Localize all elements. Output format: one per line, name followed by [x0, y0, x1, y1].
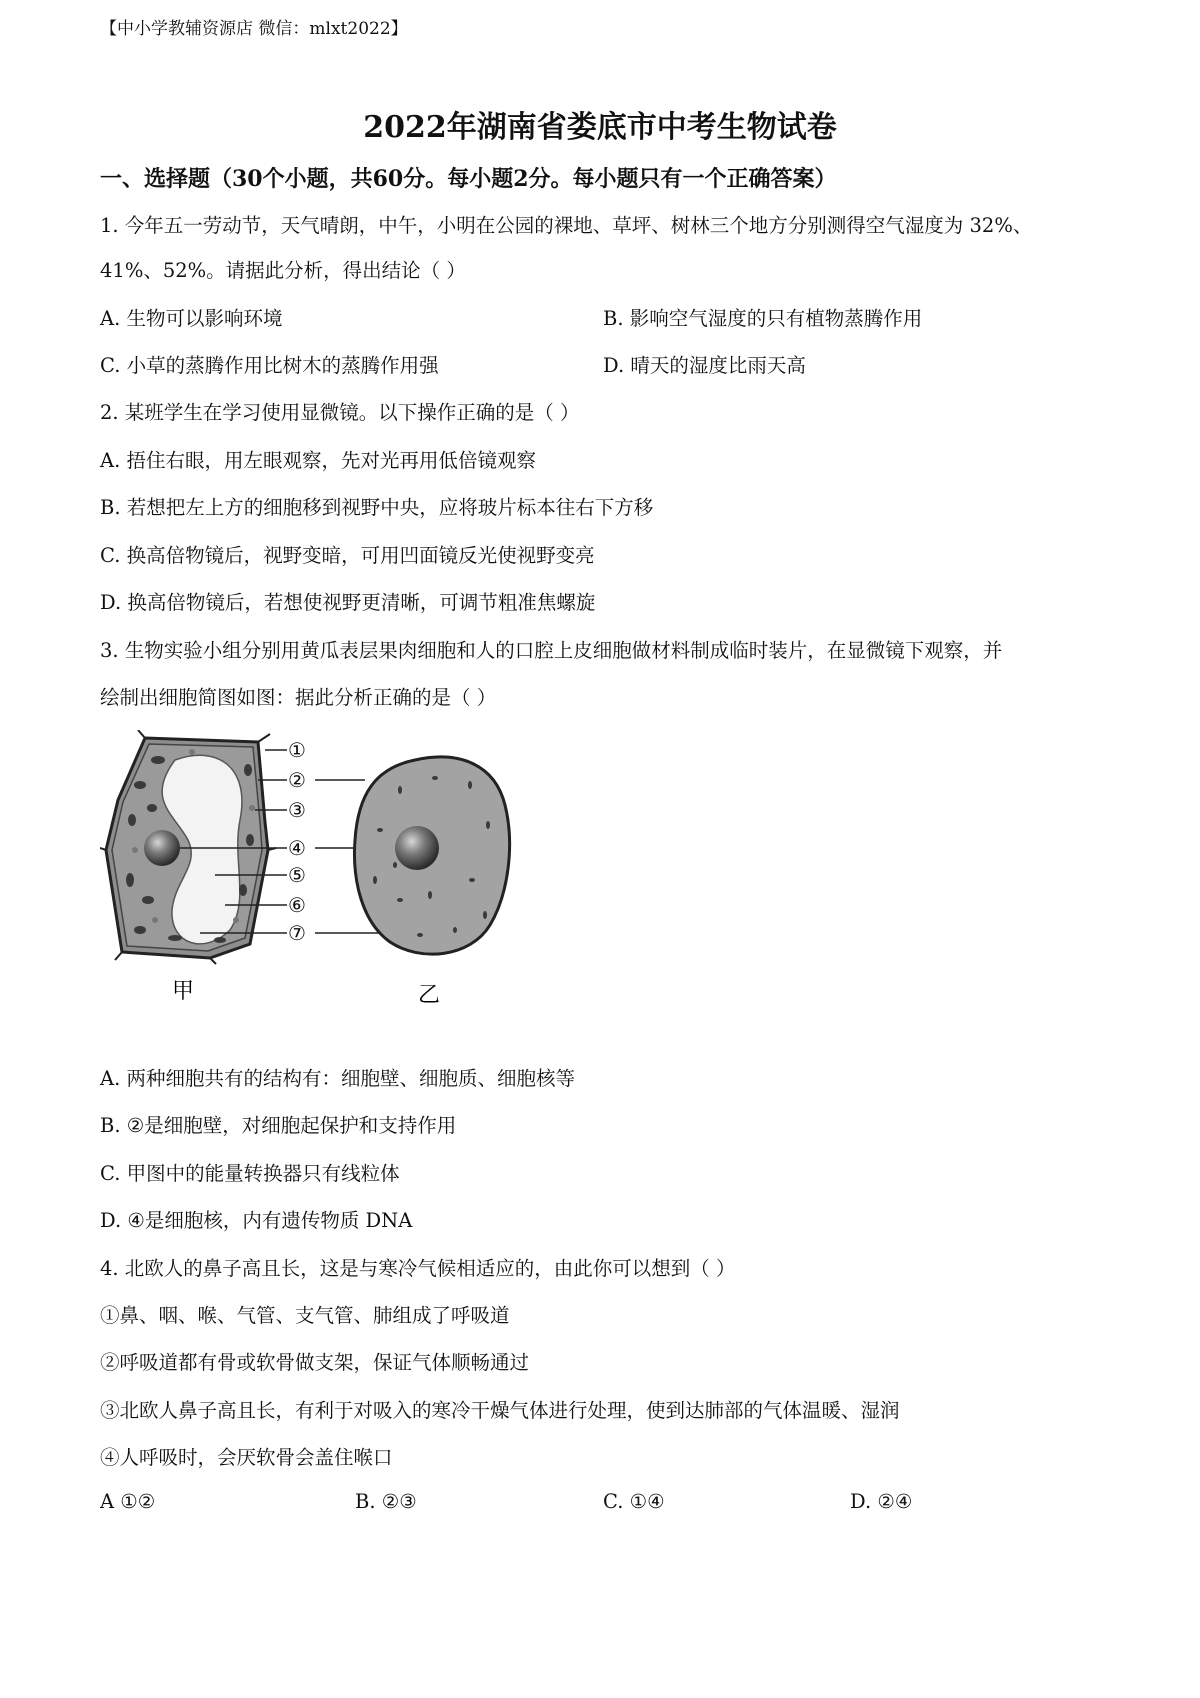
- question-4-stem: 4. 北欧人的鼻子高且长，这是与寒冷气候相适应的，由此你可以想到（ ）: [100, 1257, 736, 1280]
- question-2-option-d: D. 换高倍物镜后，若想使视野更清晰，可调节粗准焦螺旋: [100, 591, 596, 614]
- watermark-header: 【中小学教辅资源店 微信：mlxt2022】: [100, 19, 408, 39]
- question-2-option-c: C. 换高倍物镜后，视野变暗，可用凹面镜反光使视野变亮: [100, 544, 595, 567]
- question-1-option-a: A. 生物可以影响环境: [100, 307, 283, 330]
- question-3-option-c: C. 甲图中的能量转换器只有线粒体: [100, 1162, 400, 1185]
- question-4-statement-1: ①鼻、咽、喉、气管、支气管、肺组成了呼吸道: [100, 1304, 510, 1327]
- question-4-option-a: A ①②: [100, 1490, 156, 1513]
- marker-2: ②: [288, 768, 306, 792]
- cell-wall-corner: [210, 958, 216, 964]
- question-2-option-b: B. 若想把左上方的细胞移到视野中央，应将玻片标本往右下方移: [100, 496, 654, 519]
- question-1-stem-line-1: 1. 今年五一劳动节，天气晴朗，中午，小明在公园的裸地、草坪、树林三个地方分别测得空气湿度为 32%、: [100, 214, 1033, 237]
- figure-label-yi: 乙: [418, 983, 441, 1008]
- cell-diagram-svg: [100, 730, 570, 1010]
- page-title: 2022年湖南省娄底市中考生物试卷: [363, 110, 837, 145]
- marker-5: ⑤: [288, 863, 306, 887]
- question-3-option-b: B. ②是细胞壁，对细胞起保护和支持作用: [100, 1114, 457, 1137]
- marker-group: [288, 738, 306, 945]
- plant-cell: [100, 730, 276, 964]
- question-4-option-d: D. ②④: [850, 1490, 913, 1513]
- question-4-statement-4: ④人呼吸时，会厌软骨会盖住喉口: [100, 1446, 393, 1469]
- marker-7: ⑦: [288, 921, 306, 945]
- question-3-stem-line-1: 3. 生物实验小组分别用黄瓜表层果肉细胞和人的口腔上皮细胞做材料制成临时装片，在显微镜下观察，并: [100, 639, 1003, 662]
- cell-diagram-figure: [100, 730, 570, 1010]
- question-2-stem: 2. 某班学生在学习使用显微镜。以下操作正确的是（ ）: [100, 401, 580, 424]
- question-1-option-d: D. 晴天的湿度比雨天高: [603, 354, 806, 377]
- figure-label-jia: 甲: [172, 979, 195, 1004]
- question-2-option-a: A. 捂住右眼，用左眼观察，先对光再用低倍镜观察: [100, 449, 536, 472]
- question-4-statement-2: ②呼吸道都有骨或软骨做支架，保证气体顺畅通过: [100, 1351, 530, 1374]
- marker-1: ①: [288, 738, 306, 762]
- plant-nucleus: [144, 830, 180, 866]
- question-3-option-a: A. 两种细胞共有的结构有：细胞壁、细胞质、细胞核等: [100, 1067, 575, 1090]
- cell-wall-corner: [115, 952, 122, 960]
- question-4-option-c: C. ①④: [603, 1490, 665, 1513]
- cell-wall-corner: [138, 730, 145, 738]
- marker-6: ⑥: [288, 893, 306, 917]
- question-3-stem-line-2: 绘制出细胞简图如图：据此分析正确的是（ ）: [100, 686, 497, 709]
- animal-cell: [354, 757, 509, 954]
- question-1-option-b: B. 影响空气湿度的只有植物蒸腾作用: [603, 307, 923, 330]
- question-1-stem-line-2: 41%、52%。请据此分析，得出结论（ ）: [100, 259, 466, 282]
- cell-wall-corner: [258, 734, 270, 742]
- animal-nucleus: [395, 826, 439, 870]
- question-3-option-d: D. ④是细胞核，内有遗传物质 DNA: [100, 1209, 413, 1232]
- question-4-statement-3: ③北欧人鼻子高且长，有利于对吸入的寒冷干燥气体进行处理，使到达肺部的气体温暖、湿润: [100, 1399, 900, 1422]
- question-4-option-b: B. ②③: [355, 1490, 417, 1513]
- section-heading: 一、选择题（30个小题，共60分。每小题2分。每小题只有一个正确答案）: [100, 166, 837, 192]
- marker-4: ④: [288, 836, 306, 860]
- question-1-option-c: C. 小草的蒸腾作用比树木的蒸腾作用强: [100, 354, 439, 377]
- marker-3: ③: [288, 798, 306, 822]
